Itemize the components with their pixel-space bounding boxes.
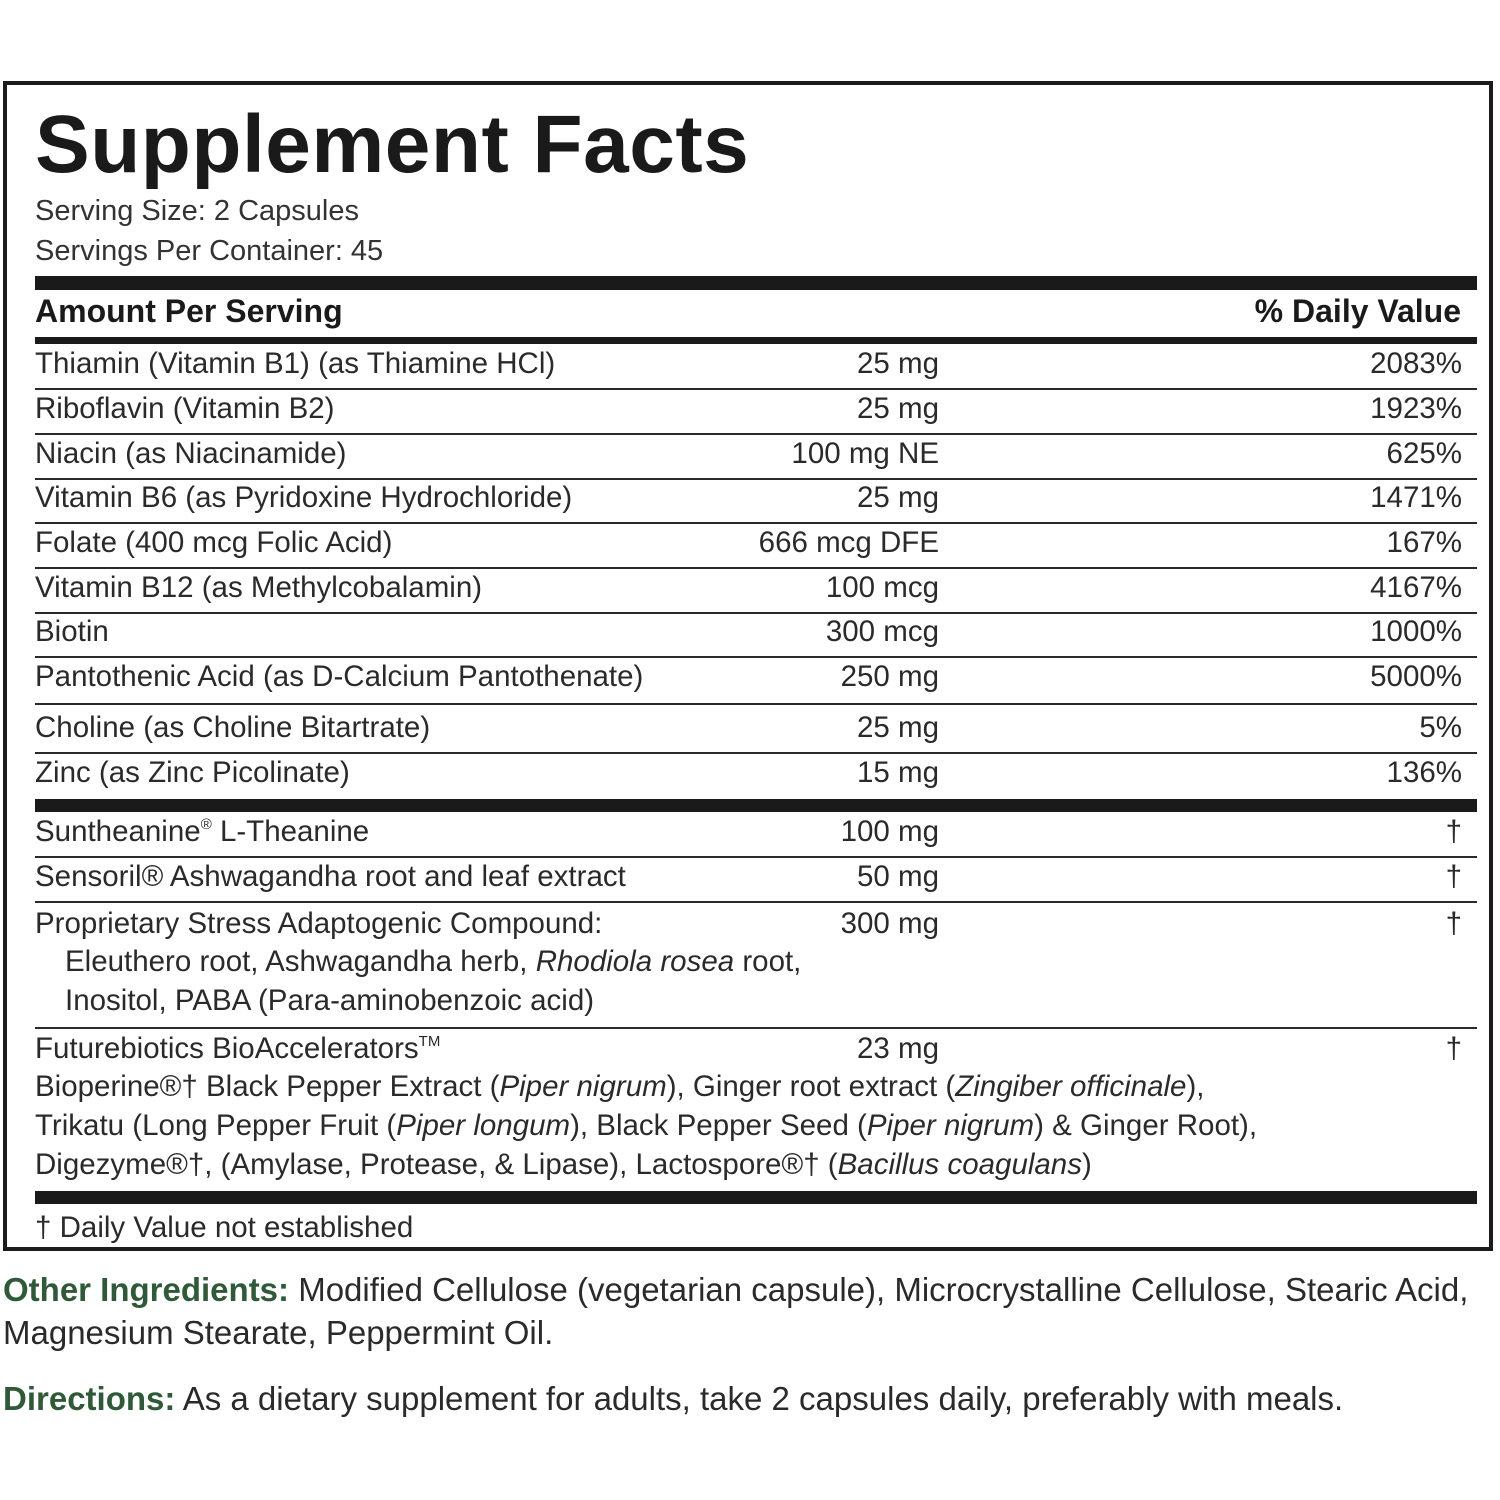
row-divider <box>35 703 1477 705</box>
thick-divider-top <box>35 276 1477 290</box>
amount-per-serving-header: Amount Per Serving <box>35 293 343 329</box>
nutrient-daily-value: 5000% <box>1370 660 1462 693</box>
ingredient-amount: 300 mg <box>840 907 939 940</box>
other-ingredients <box>3 1268 1498 1354</box>
nutrient-name: Pantothenic Acid (as D-Calcium Pantothenate) <box>35 660 644 693</box>
nutrient-amount: 100 mg NE <box>791 437 939 470</box>
nutrient-amount: 25 mg <box>857 392 939 425</box>
supplement-facts-panel <box>3 81 1493 1251</box>
ingredient-subline: Trikatu (Long Pepper Fruit (Piper longum), Black Pepper Seed (Piper nigrum) & Ginger Root), <box>35 1109 1258 1142</box>
nutrient-daily-value: 136% <box>1386 756 1462 789</box>
nutrient-amount: 250 mg <box>840 660 939 693</box>
row-divider <box>35 612 1477 614</box>
ingredient-name: Futurebiotics BioAccelerators™ <box>35 1032 441 1065</box>
ingredient-subline: Inositol, PABA (Para-aminobenzoic acid) <box>65 984 595 1017</box>
other-ingredients-text: Modified Cellulose (vegetarian capsule), Microcrystalline Cellulose, Stearic Acid, Magnesium Stearate, Peppermint Oil. <box>3 1271 1469 1351</box>
directions-label: Directions: <box>3 1380 176 1417</box>
panel-title: Supplement Facts <box>35 99 750 190</box>
nutrient-name: Zinc (as Zinc Picolinate) <box>35 756 350 789</box>
daily-value-header: % Daily Value <box>1254 293 1461 329</box>
nutrient-name: Vitamin B6 (as Pyridoxine Hydrochloride) <box>35 481 573 514</box>
dagger-mark: † <box>1445 860 1462 893</box>
nutrient-name: Choline (as Choline Bitartrate) <box>35 711 431 744</box>
other-ingredients-label: Other Ingredients: <box>3 1271 290 1308</box>
nutrient-name: Vitamin B12 (as Methylcobalamin) <box>35 571 483 604</box>
thick-divider-bottom <box>35 1191 1477 1204</box>
nutrient-daily-value: 2083% <box>1370 347 1462 380</box>
ingredient-amount: 50 mg <box>857 860 939 893</box>
directions <box>3 1377 1498 1420</box>
nutrient-name: Niacin (as Niacinamide) <box>35 437 347 470</box>
nutrient-amount: 25 mg <box>857 347 939 380</box>
thick-divider-middle <box>35 799 1477 812</box>
nutrient-daily-value: 1000% <box>1370 615 1462 648</box>
dagger-mark: † <box>1445 815 1462 848</box>
nutrient-amount: 300 mcg <box>825 615 939 648</box>
nutrient-name: Folate (400 mcg Folic Acid) <box>35 526 393 559</box>
nutrient-daily-value: 5% <box>1419 711 1462 744</box>
servings-per-container: Servings Per Container: 45 <box>35 235 384 267</box>
ingredient-subline: Bioperine®† Black Pepper Extract (Piper nigrum), Ginger root extract (Zingiber officinale), <box>35 1070 1205 1103</box>
ingredient-amount: 100 mg <box>840 815 939 848</box>
nutrient-name: Thiamin (Vitamin B1) (as Thiamine HCl) <box>35 347 556 380</box>
nutrient-amount: 15 mg <box>857 756 939 789</box>
nutrient-amount: 25 mg <box>857 711 939 744</box>
nutrient-name: Biotin <box>35 615 109 648</box>
nutrient-name: Riboflavin (Vitamin B2) <box>35 392 335 425</box>
ingredient-name: Sensoril® Ashwagandha root and leaf extract <box>35 860 626 893</box>
nutrient-daily-value: 1923% <box>1370 392 1462 425</box>
ingredient-subline: Digezyme®†, (Amylase, Protease, & Lipase), Lactospore®† (Bacillus coagulans) <box>35 1148 1092 1181</box>
nutrient-amount: 666 mcg DFE <box>758 526 939 559</box>
nutrient-daily-value: 4167% <box>1370 571 1462 604</box>
dagger-mark: † <box>1445 1032 1462 1065</box>
ingredient-subline: Eleuthero root, Ashwagandha herb, Rhodiola rosea root, <box>65 945 802 978</box>
nutrient-daily-value: 1471% <box>1370 481 1462 514</box>
nutrient-daily-value: 625% <box>1386 437 1462 470</box>
dagger-mark: † <box>1445 907 1462 940</box>
nutrient-daily-value: 167% <box>1386 526 1462 559</box>
ingredient-name: Proprietary Stress Adaptogenic Compound: <box>35 907 603 940</box>
ingredient-amount: 23 mg <box>857 1032 939 1065</box>
row-divider <box>35 901 1477 903</box>
row-divider <box>35 1027 1477 1029</box>
nutrient-amount: 100 mcg <box>825 571 939 604</box>
serving-size: Serving Size: 2 Capsules <box>35 195 359 227</box>
directions-text: As a dietary supplement for adults, take 2 capsules daily, preferably with meals. <box>175 1380 1344 1417</box>
nutrient-amount: 25 mg <box>857 481 939 514</box>
medium-divider <box>35 337 1477 344</box>
footnote: † Daily Value not established <box>35 1211 414 1244</box>
ingredient-name: Suntheanine® L-Theanine <box>35 815 370 848</box>
